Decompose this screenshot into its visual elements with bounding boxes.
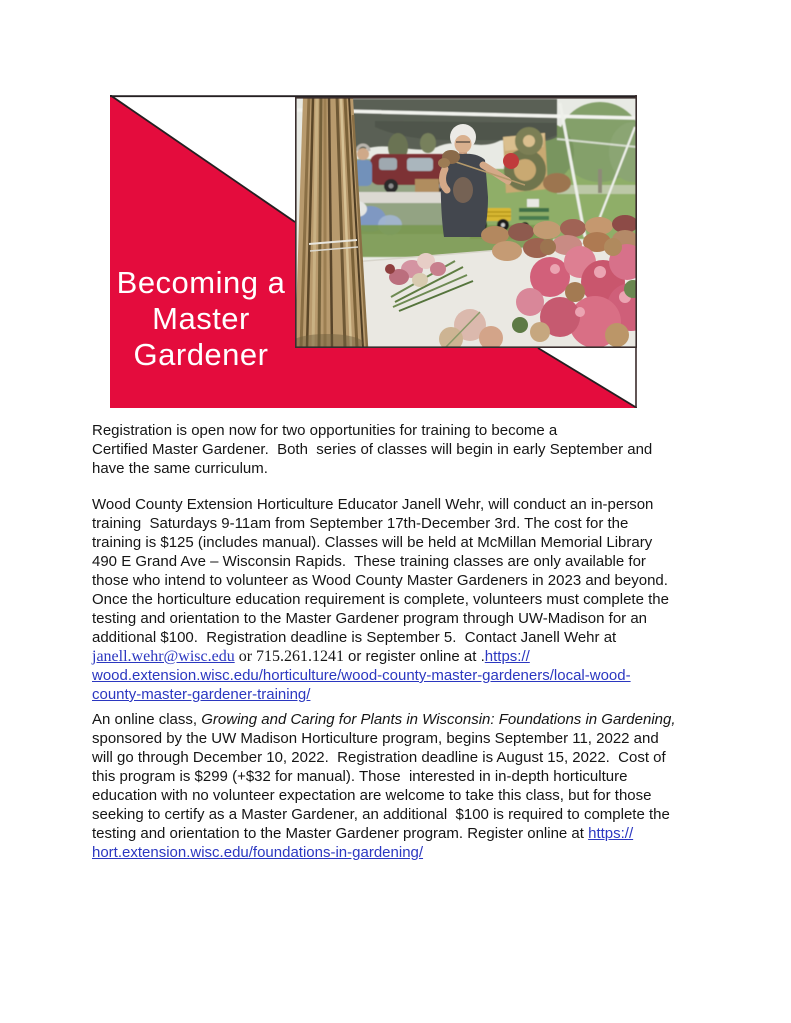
body-text (92, 421, 752, 862)
online-class-paragraph (92, 710, 752, 862)
text-run: have the same curriculum. (92, 460, 268, 477)
text-run: An online class, (92, 711, 202, 728)
text-run: training is $125 (includes manual). Classes will be held at McMillan Memorial Library (92, 534, 653, 551)
foundations-in-gardening-link[interactable]: https:// (588, 825, 634, 842)
banner-photo (295, 97, 637, 348)
text-run: testing and orientation to the Master Gardener program through UW-Madison for an (92, 610, 648, 627)
wood-county-registration-link[interactable]: county-master-gardener-training/ (92, 686, 311, 703)
banner-title-line: Master (152, 301, 250, 336)
wood-county-registration-link[interactable]: https:// (484, 648, 530, 665)
text-run: this program is $299 (+$32 for manual). Those interested in in-depth horticulture (92, 768, 628, 785)
banner-title (110, 265, 292, 373)
text-run: those who intend to volunteer as Wood County Master Gardeners in 2023 and beyond. (92, 572, 668, 589)
foundations-in-gardening-link[interactable]: hort.extension.wisc.edu/foundations-in-gardening/ (92, 844, 424, 861)
in-person-training-paragraph (92, 495, 752, 704)
wood-county-registration-link[interactable]: wood.extension.wisc.edu/horticulture/wood-county-master-gardeners/local-wood- (92, 667, 631, 684)
text-run: testing and orientation to the Master Gardener program. Register online at (92, 825, 589, 842)
email-link[interactable]: janell.wehr@wisc.edu (92, 648, 235, 665)
intro-paragraph (92, 421, 752, 478)
phone-number: or 715.261.1241 (234, 648, 349, 665)
text-run: sponsored by the UW Madison Horticulture program, begins September 11, 2022 and (92, 730, 659, 747)
text-run: Once the horticulture education requirement is complete, volunteers must complete the (92, 591, 669, 608)
banner-title-line: Gardener (133, 337, 269, 372)
text-run: Certified Master Gardener. Both series of classes will begin in early September and (92, 441, 653, 458)
text-run: training Saturdays 9-11am from September 17th-December 3rd. The cost for the (92, 515, 629, 532)
text-run: Wood County Extension Horticulture Educator Janell Wehr, will conduct an in-person (92, 496, 654, 513)
text-run: education with no volunteer expectation are welcome to take this class, but for those (92, 787, 652, 804)
text-run: or register online at . (348, 648, 485, 665)
text-run: seeking to certify as a Master Gardener, an additional $100 is required to complete the (92, 806, 670, 823)
text-run: Registration is open now for two opportunities for training to become a (92, 422, 558, 439)
course-title: Growing and Caring for Plants in Wisconsin: Foundations in Gardening, (201, 711, 676, 728)
banner-title-line: Becoming a (116, 265, 286, 300)
text-run: additional $100. Registration deadline is September 5. Contact Janell Wehr at (92, 629, 617, 646)
banner (110, 95, 637, 408)
text-run: will go through December 10, 2022. Registration deadline is August 15, 2022. Cost of (92, 749, 666, 766)
text-run: 490 E Grand Ave – Wisconsin Rapids. These training classes are only available for (92, 553, 646, 570)
